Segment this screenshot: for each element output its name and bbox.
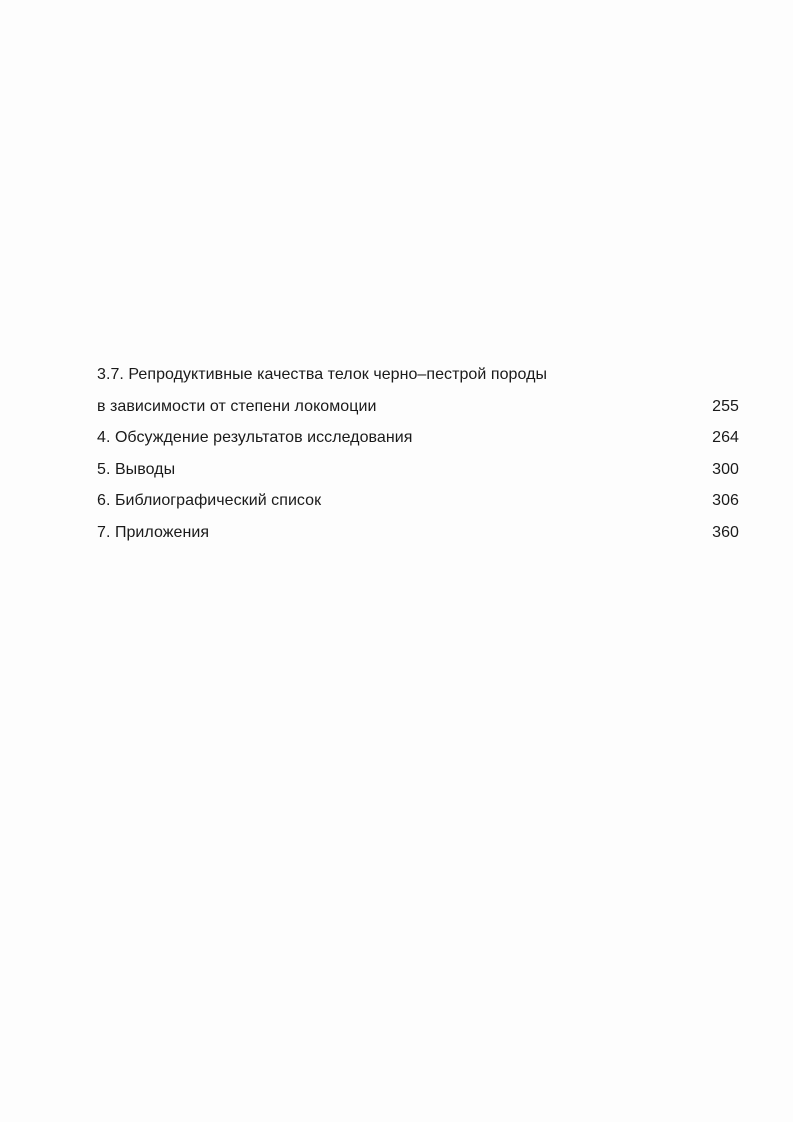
toc-entry-5 <box>97 458 739 490</box>
toc-entry-title: 7. Приложения <box>97 523 210 541</box>
toc-entry-page: 300 <box>712 460 739 478</box>
toc-entry-title: 6. Библиографический список <box>97 492 322 510</box>
toc-entry-title: 5. Выводы <box>97 460 176 478</box>
toc-entry-title: 3.7. Репродуктивные качества телок черно–пестрой породы <box>97 366 547 383</box>
toc-entry-3-7 <box>97 363 739 395</box>
table-of-contents <box>97 363 739 553</box>
toc-entry-3-7-continued <box>97 395 739 427</box>
toc-entry-page: 255 <box>712 397 739 415</box>
toc-entry-page: 264 <box>712 429 739 447</box>
toc-entry-page: 360 <box>712 523 739 541</box>
toc-entry-4 <box>97 426 739 458</box>
toc-entry-title: в зависимости от степени локомоции <box>97 397 377 415</box>
toc-entry-title: 4. Обсуждение результатов исследования <box>97 429 413 447</box>
toc-entry-7 <box>97 521 739 553</box>
toc-entry-6 <box>97 489 739 521</box>
toc-entry-page: 306 <box>712 492 739 510</box>
